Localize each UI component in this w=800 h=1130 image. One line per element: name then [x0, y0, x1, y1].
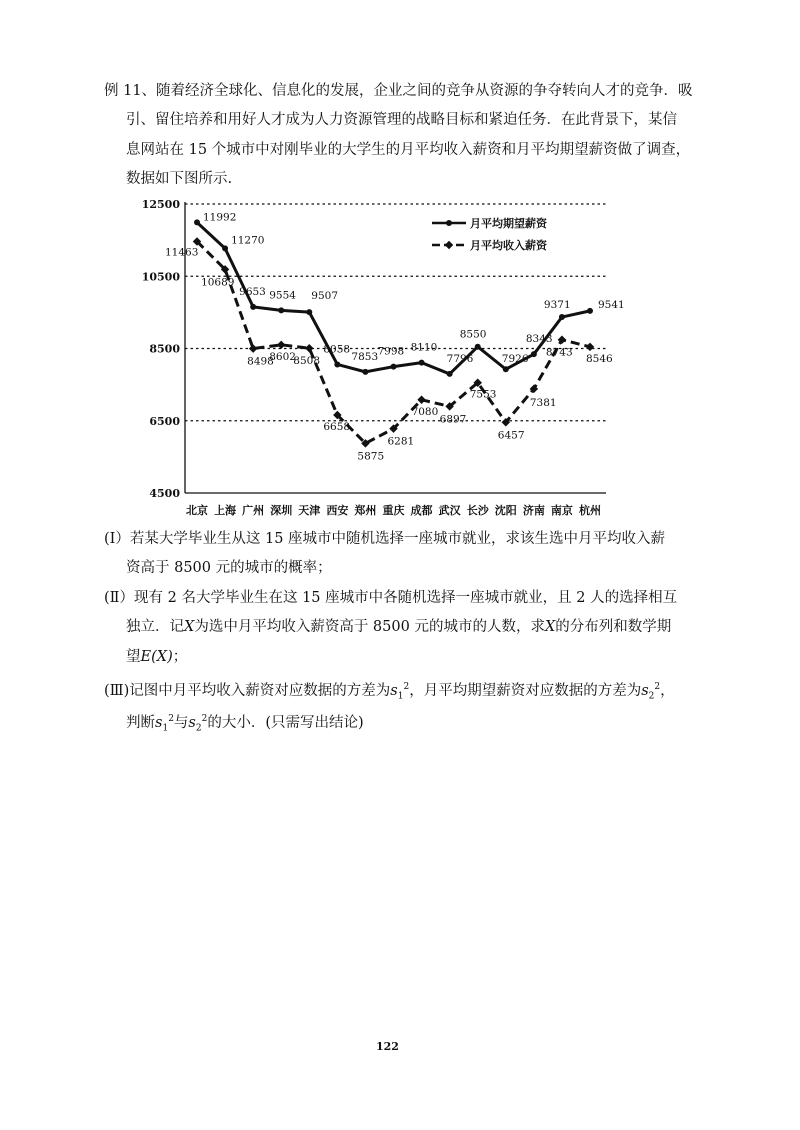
- y-tick-label-1: 6500: [149, 414, 180, 428]
- series-1-point-2: [249, 344, 257, 352]
- data-label-0-9: 7796: [446, 352, 474, 365]
- var-s1-sup: 2: [403, 682, 410, 692]
- legend: [432, 216, 548, 252]
- series-0-point-5: [334, 361, 340, 367]
- intro-line-4: 数据如下图所示.: [126, 171, 233, 187]
- series-0-point-6: [362, 369, 368, 375]
- var-s1-sub: 1: [397, 691, 404, 702]
- question-1-line-2: 资高于 8500 元的城市的概率；: [126, 560, 332, 576]
- question-3-line-2: [126, 710, 364, 738]
- legend-marker-0: [446, 220, 452, 226]
- question-1-line-1: (Ⅰ）若某大学毕业生从这 15 座城市中随机选择一座城市就业，求该生选中月平均收入薪: [104, 531, 666, 547]
- var-s2-b-sup: 2: [201, 714, 208, 724]
- data-label-1-7: 6281: [387, 435, 415, 448]
- series-0-point-11: [503, 366, 509, 372]
- y-tick-label-2: 8500: [149, 342, 180, 356]
- x-tick-label-12: 济南: [522, 504, 545, 517]
- data-label-0-14: 9541: [598, 298, 625, 311]
- x-tick-label-0: 北京: [186, 504, 208, 517]
- data-label-1-14: 8546: [586, 352, 613, 365]
- data-label-0-13: 9371: [543, 299, 571, 312]
- data-label-0-1: 11270: [231, 234, 265, 247]
- q3-text-b: ，月平均期望薪资对应数据的方差为: [409, 682, 642, 699]
- q2-text-c: 为选中月平均收入薪资高于 8500 元的城市的人数，求: [194, 619, 545, 635]
- legend-label-1: 月平均收入薪资: [470, 239, 547, 252]
- series-0-point-10: [475, 344, 481, 350]
- x-tick-label-14: 杭州: [579, 504, 601, 517]
- intro-line-2: 引、留住培养和用好人才成为人力资源管理的战略目标和紧迫任务．在此背景下，某信: [126, 112, 677, 128]
- x-tick-label-7: 重庆: [382, 504, 405, 517]
- x-tick-label-11: 沈阳: [494, 504, 517, 517]
- data-label-0-6: 7853: [351, 350, 379, 363]
- data-label-1-13: 8743: [545, 346, 573, 359]
- label-layer: [165, 211, 625, 462]
- q2-text-f: 望: [126, 649, 141, 665]
- data-label-0-5: 8058: [323, 343, 351, 356]
- var-x-1: X: [184, 619, 195, 635]
- var-s2-b: s: [188, 714, 196, 731]
- data-label-0-11: 7926: [501, 353, 529, 366]
- q3-text-c: ，: [660, 682, 675, 699]
- y-tick-label-3: 10500: [141, 270, 180, 284]
- series-0-point-0: [194, 219, 200, 225]
- data-label-1-0: 11463: [165, 246, 199, 259]
- data-label-1-4: 8508: [293, 355, 321, 368]
- series-0-point-12: [531, 351, 537, 357]
- x-tick-label-1: 上海: [214, 504, 237, 517]
- q3-text-a: (Ⅲ)记图中月平均收入薪资对应数据的方差为: [104, 682, 391, 699]
- question-2-line-1: (Ⅱ）现有 2 名大学毕业生在这 15 座城市中各随机选择一座城市就业，且 2 人的选择相互: [104, 590, 678, 606]
- x-tick-label-3: 深圳: [270, 504, 293, 517]
- data-label-1-3: 8602: [269, 350, 296, 363]
- series-0-point-9: [447, 371, 453, 377]
- series-1-point-3: [277, 341, 285, 349]
- x-tick-label-9: 武汉: [438, 504, 461, 517]
- x-tick-label-10: 长沙: [466, 504, 489, 517]
- q2-text-a: 独立．记: [126, 619, 184, 635]
- series-0-point-13: [559, 314, 565, 320]
- data-label-1-1: 10689: [201, 276, 235, 289]
- data-label-0-2: 9653: [239, 285, 266, 298]
- data-label-1-10: 7553: [469, 388, 497, 401]
- series-0-point-2: [250, 304, 256, 310]
- q3-text-e: 与: [173, 714, 189, 731]
- data-label-0-3: 9554: [269, 289, 296, 302]
- legend-label-0: 月平均期望薪资: [470, 217, 547, 230]
- series-1-point-8: [417, 396, 425, 404]
- q2-text-e: 的分布列和数学期: [555, 619, 672, 635]
- series-1-point-14: [586, 343, 594, 351]
- var-s1: s: [390, 682, 398, 699]
- data-label-0-10: 8550: [459, 328, 487, 341]
- var-s2-sub: 2: [648, 691, 655, 702]
- x-tick-label-6: 郑州: [354, 504, 377, 517]
- var-s1-b-sub: 1: [162, 723, 169, 734]
- data-label-0-12: 8343: [525, 333, 553, 346]
- data-label-0-7: 7998: [377, 345, 405, 358]
- data-label-1-9: 6897: [439, 413, 467, 426]
- var-s1-b: s: [155, 714, 163, 731]
- series-0-point-4: [306, 309, 312, 315]
- series-0-point-7: [391, 364, 397, 370]
- data-label-1-12: 7381: [529, 396, 557, 409]
- legend-marker-1: [445, 241, 453, 249]
- expectation: E(X): [140, 649, 173, 665]
- var-s2-b-sub: 2: [195, 723, 202, 734]
- data-label-0-4: 9507: [311, 290, 339, 303]
- series-0-point-14: [587, 308, 593, 314]
- q3-text-d: 判断: [126, 714, 155, 731]
- x-tick-label-8: 成都: [410, 504, 433, 517]
- x-tick-label-13: 南京: [550, 504, 573, 517]
- var-s1-b-sup: 2: [168, 714, 174, 724]
- question-3-line-1: [104, 678, 675, 706]
- var-x-2: X: [544, 619, 556, 635]
- x-tick-label-5: 西安: [326, 504, 349, 517]
- data-label-1-11: 6457: [497, 429, 525, 442]
- var-s2: s: [641, 682, 649, 699]
- series-0-point-8: [419, 360, 425, 366]
- page-number: 122: [376, 1040, 399, 1053]
- data-label-1-6: 5875: [357, 450, 385, 463]
- intro-line-3: 息网站在 15 个城市中对刚毕业的大学生的月平均收入薪资和月平均期望薪资做了调查，: [126, 142, 691, 158]
- intro-line-1: 例 11、随着经济全球化、信息化的发展，企业之间的竞争从资源的争夺转向人才的竞争．吸: [104, 83, 693, 99]
- y-tick-label-4: 12500: [141, 198, 180, 211]
- series-1-point-4: [305, 344, 313, 352]
- y-tick-label-0: 4500: [149, 487, 180, 500]
- data-label-0-8: 8110: [410, 341, 438, 354]
- q2-text-g: ；: [172, 649, 188, 665]
- data-label-1-5: 6658: [323, 421, 351, 434]
- data-label-0-0: 11992: [203, 211, 237, 224]
- series-0-point-3: [278, 307, 284, 313]
- data-label-1-8: 7080: [411, 405, 439, 418]
- x-tick-label-2: 广州: [242, 504, 265, 517]
- question-2-line-2: [126, 618, 671, 636]
- data-label-1-2: 8498: [247, 355, 274, 368]
- x-tick-label-4: 天津: [298, 504, 321, 517]
- var-s2-sup: 2: [654, 682, 661, 692]
- series-0-point-1: [222, 245, 228, 251]
- q3-text-f: 的大小．(只需写出结论): [207, 714, 364, 731]
- question-2-line-3: [126, 648, 187, 666]
